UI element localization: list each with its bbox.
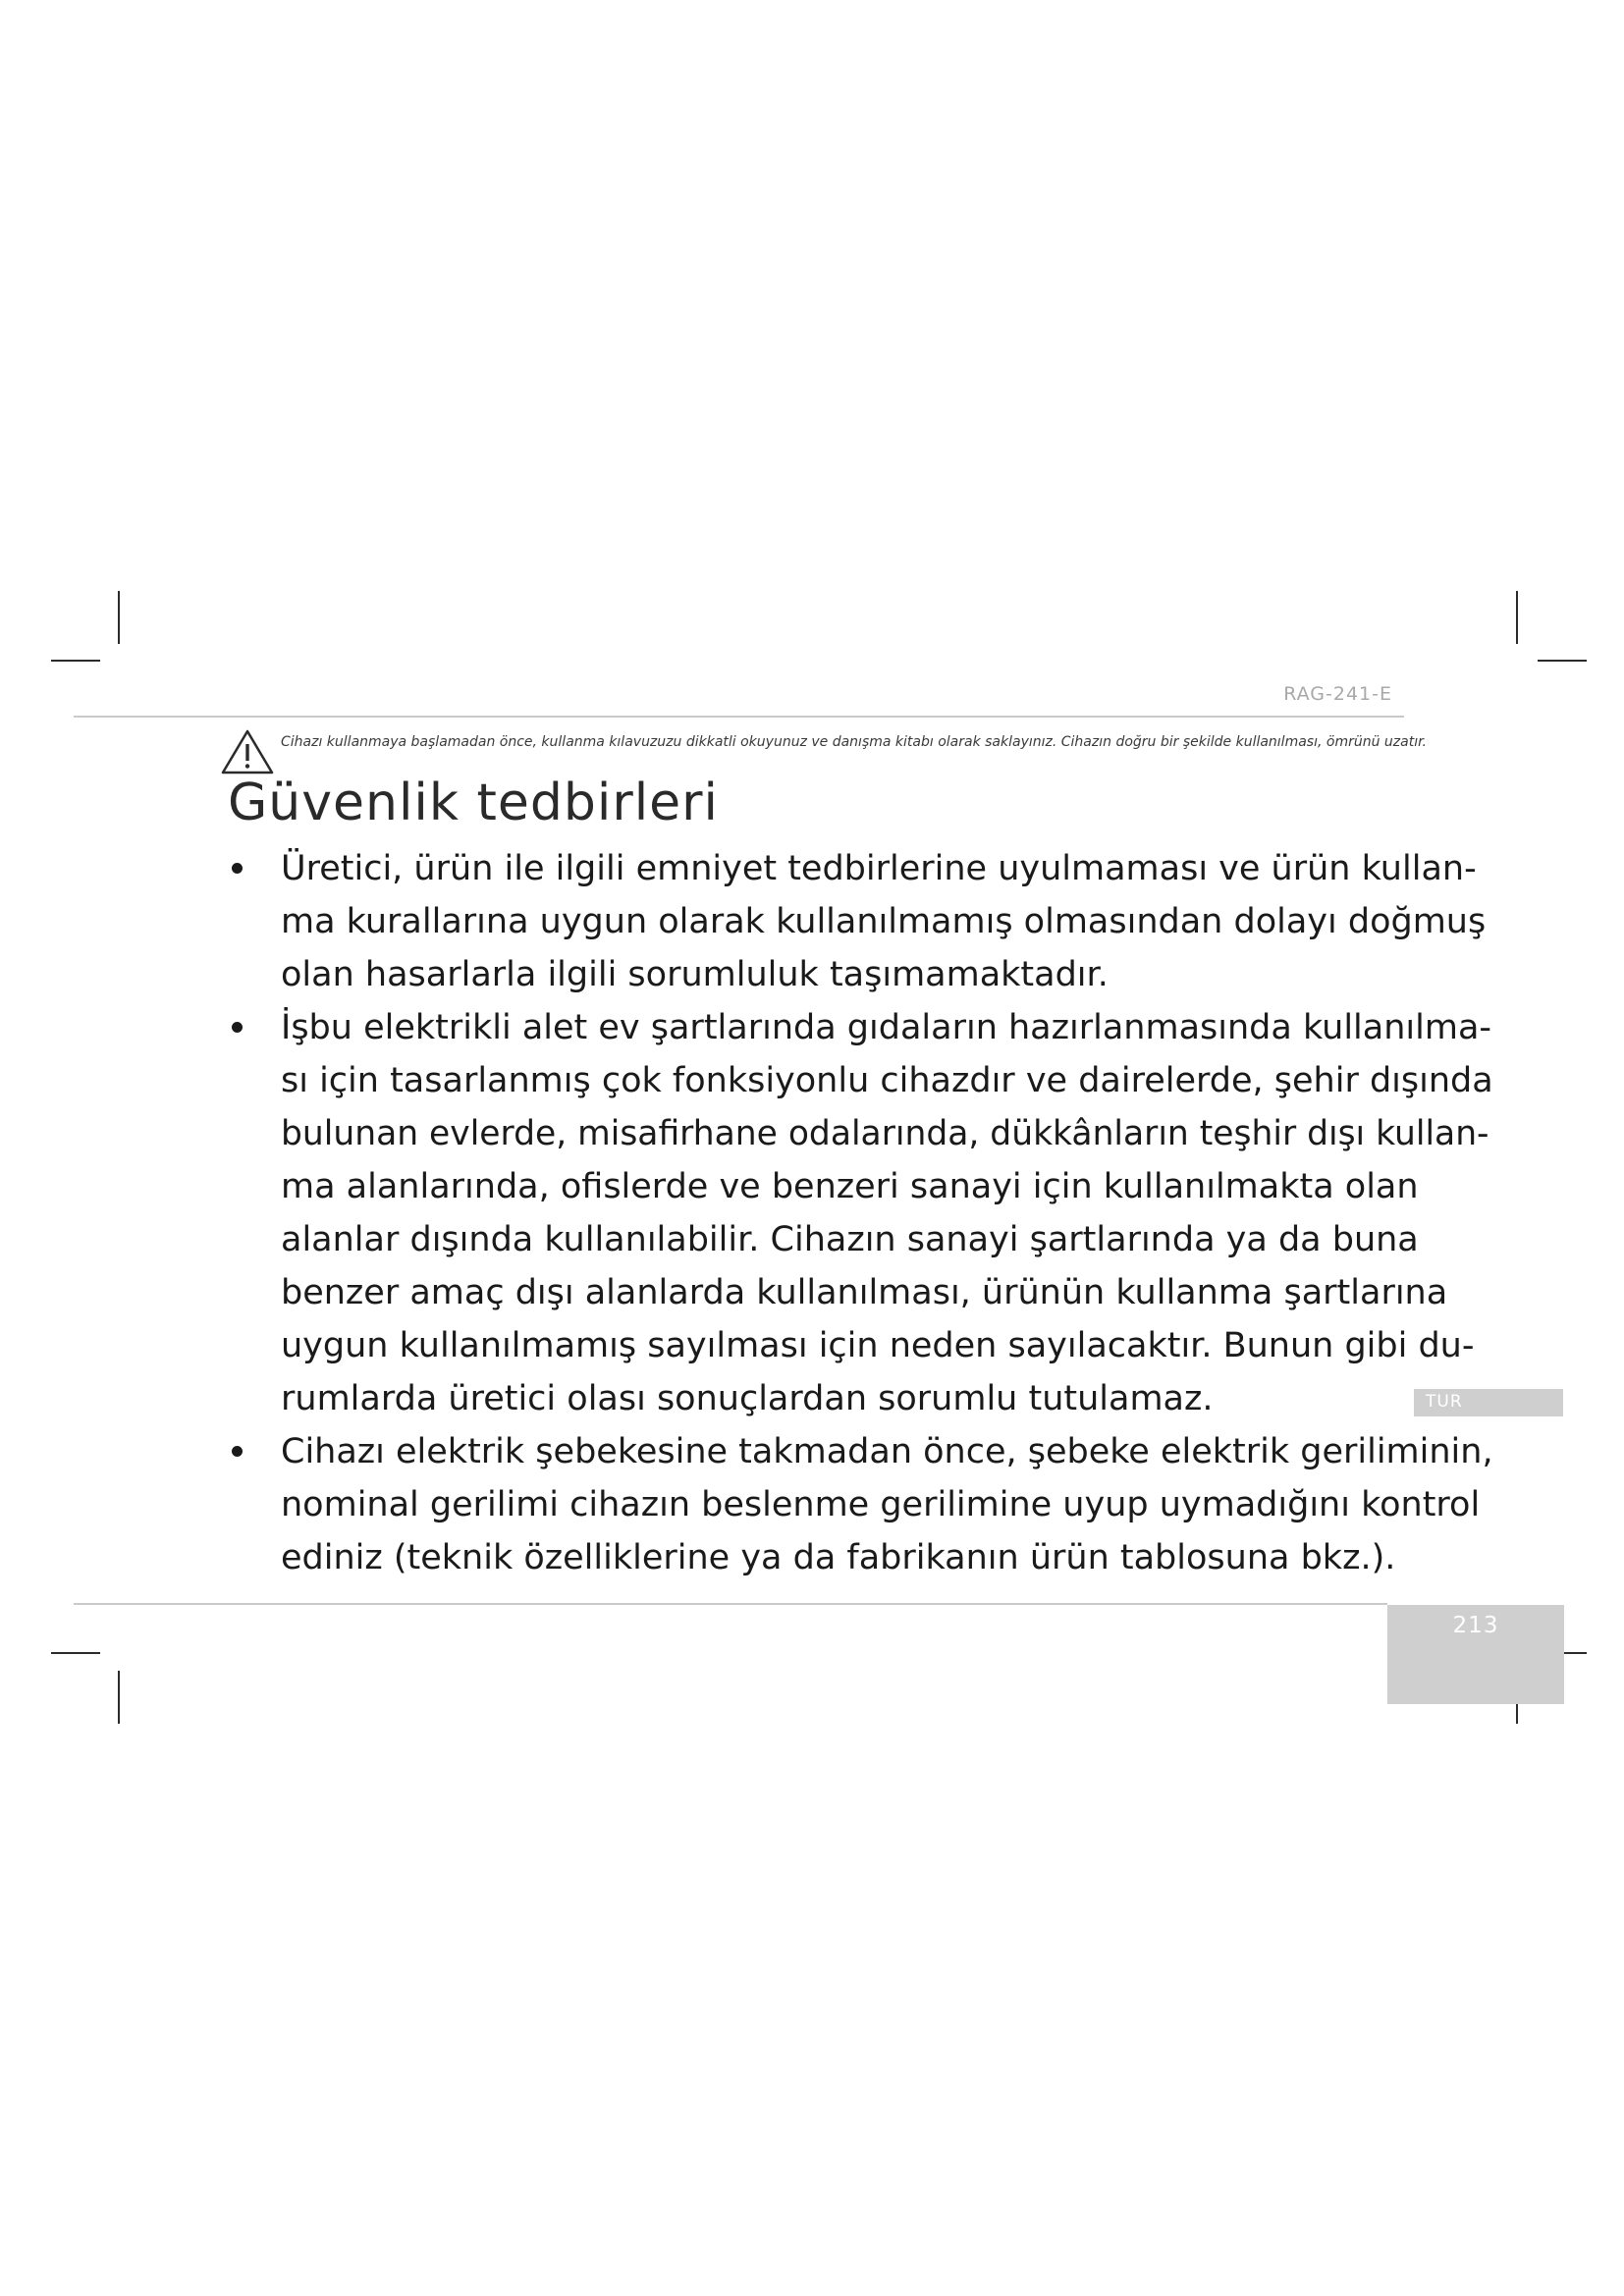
crop-mark-top-left-vertical bbox=[118, 591, 120, 644]
crop-mark-bottom-left-vertical bbox=[118, 1671, 120, 1724]
list-item-line: alanlar dışında kullanılabilir. Cihazın sanayi şartlarında ya da buna bbox=[281, 1220, 1419, 1259]
warning-text: Cihazı kullanmaya başlamadan önce, kullanma kılavuzuzu dikkatli okuyunuz ve danışma kitabı olarak saklayınız. Cihazın doğru bir şekilde kullanılması, ömrünü uzatır. bbox=[281, 734, 1428, 750]
list-item-line: benzer amaç dışı alanlarda kullanılması, ürünün kullanma şartlarına bbox=[281, 1273, 1448, 1312]
bullet-icon bbox=[232, 863, 243, 874]
list-item-line: uygun kullanılmamış sayılması için neden sayılacaktır. Bunun gibi du- bbox=[281, 1326, 1475, 1365]
list-item-line: ma alanlarında, ofislerde ve benzeri sanayi için kullanılmakta olan bbox=[281, 1167, 1419, 1206]
bullet-icon bbox=[232, 1446, 243, 1457]
language-tab bbox=[1414, 1389, 1563, 1416]
list-item-line: İşbu elektrikli alet ev şartlarında gıdaların hazırlanmasında kullanılma- bbox=[281, 1008, 1492, 1047]
list-item-line: sı için tasarlanmış çok fonksiyonlu cihazdır ve dairelerde, şehir dışında bbox=[281, 1061, 1493, 1100]
list-item bbox=[226, 1001, 1493, 1425]
list-item-line: Cihazı elektrik şebekesine takmadan önce, şebeke elektrik geriliminin, bbox=[281, 1432, 1493, 1471]
model-code: RAG-241-E bbox=[1283, 683, 1392, 705]
list-item-line: olan hasarlarla ilgili sorumluluk taşımamaktadır. bbox=[281, 955, 1109, 994]
page-number: 213 bbox=[1452, 1613, 1499, 1638]
list-item-line: Üretici, ürün ile ilgili emniyet tedbirlerine uyulmaması ve ürün kullan- bbox=[281, 849, 1477, 888]
crop-mark-top-left-horizontal bbox=[51, 660, 100, 662]
list-item bbox=[226, 842, 1487, 1001]
warning-notice bbox=[220, 728, 1428, 777]
crop-mark-bottom-left-horizontal bbox=[51, 1652, 100, 1654]
list-item bbox=[226, 1425, 1493, 1584]
warning-triangle-icon bbox=[220, 728, 275, 775]
safety-list bbox=[226, 842, 1493, 1584]
crop-mark-top-right-vertical bbox=[1516, 591, 1518, 644]
header-rule bbox=[74, 716, 1404, 718]
footer-rule bbox=[74, 1603, 1387, 1605]
section-title: Güvenlik tedbirleri bbox=[228, 774, 719, 832]
list-item-line: rumlarda üretici olası sonuçlardan sorumlu tutulamaz. bbox=[281, 1379, 1214, 1418]
list-item-line: bulunan evlerde, misafirhane odalarında, dükkânların teşhir dışı kullan- bbox=[281, 1114, 1489, 1153]
crop-mark-top-right-horizontal bbox=[1538, 660, 1587, 662]
list-item-line: ma kurallarına uygun olarak kullanılmamış olmasından dolayı doğmuş bbox=[281, 902, 1487, 941]
page-number-tab bbox=[1387, 1605, 1564, 1704]
list-item-line: ediniz (teknik özelliklerine ya da fabrikanın ürün tablosuna bkz.). bbox=[281, 1538, 1396, 1577]
list-item-line: nominal gerilimi cihazın beslenme gerilimine uyup uymadığını kontrol bbox=[281, 1485, 1481, 1524]
language-label: TUR bbox=[1426, 1392, 1463, 1412]
bullet-icon bbox=[232, 1022, 243, 1033]
